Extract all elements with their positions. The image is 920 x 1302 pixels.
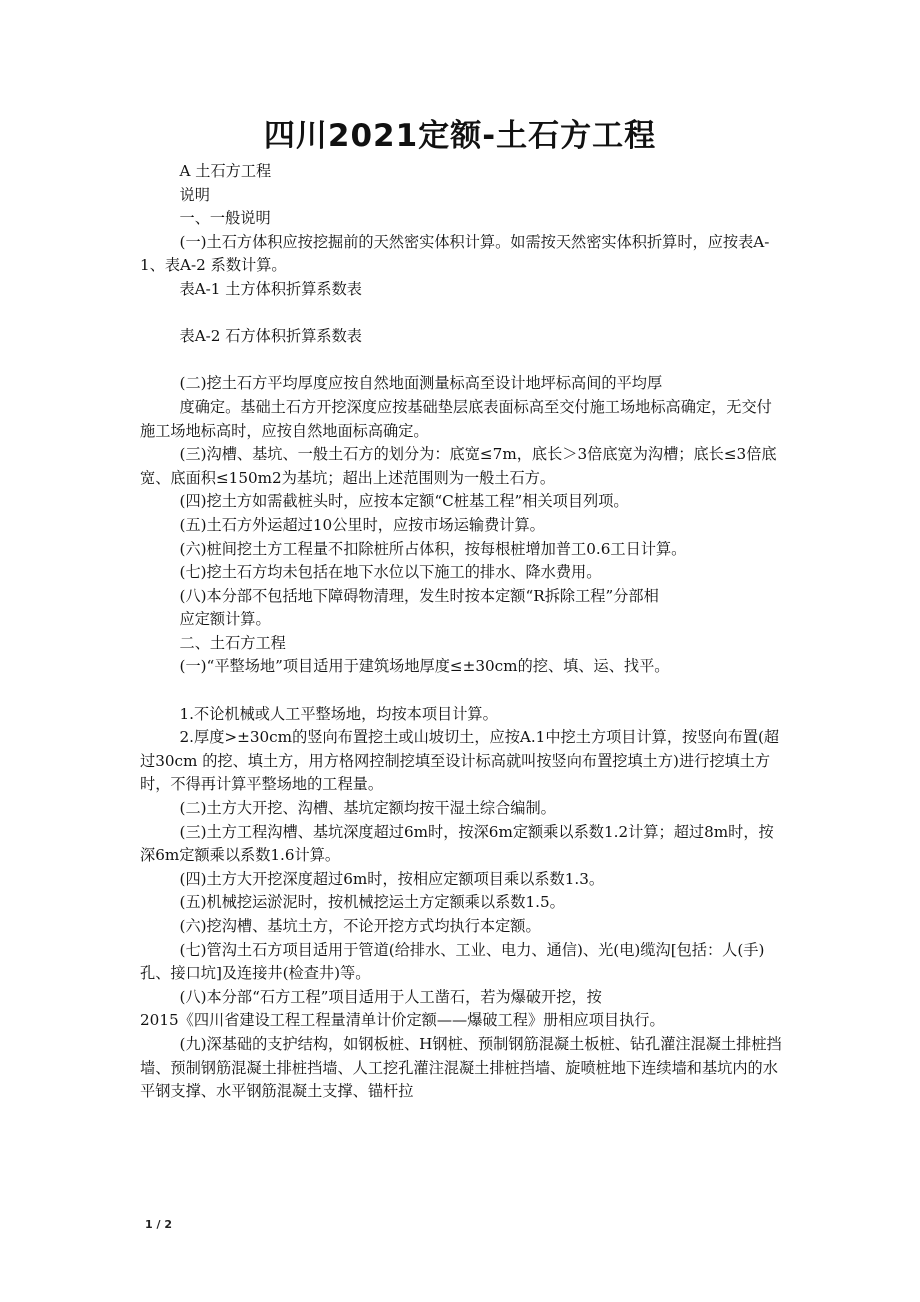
paragraph: (五)土石方外运超过10公里时，应按市场运输费计算。 <box>179 515 545 534</box>
section-heading: 二、土石方工程 <box>179 633 286 652</box>
paragraph: (一)“平整场地”项目适用于建筑场地厚度≤±30cm的挖、填、运、找平。 <box>179 657 670 676</box>
paragraph: (六)桩间挖土方工程量不扣除桩所占体积，按每根桩增加普工0.6工日计算。 <box>179 539 687 558</box>
paragraph: (二)土方大开挖、沟槽、基坑定额均按干湿土综合编制。 <box>179 799 556 818</box>
paragraph: (六)挖沟槽、基坑土方，不论开挖方式均执行本定额。 <box>179 917 541 935</box>
paragraph: (九)深基础的支护结构，如钢板桩、H钢桩、预制钢筋混凝土板桩、钻孔灌注混凝土排桩挡墙、预制钢筋混凝土排桩挡墙、人工挖孔灌注混凝土排桩挡墙、旋喷桩地下连续墙和基坑内的水平钢支撑、水平钢筋混凝土支撑、锚杆拉 <box>140 1034 782 1101</box>
paragraph: (一)土石方体积应按挖掘前的天然密实体积计算。如需按天然密实体积折算时，应按表A-1、表A-2 系数计算。 <box>140 232 770 275</box>
paragraph: (四)挖土方如需截桩头时，应按本定额“C桩基工程”相关项目列项。 <box>179 492 629 511</box>
table-caption: 表A-2 石方体积折算系数表 <box>179 327 362 346</box>
paragraph: (四)土方大开挖深度超过6m时，按相应定额项目乘以系数1.3。 <box>179 869 605 888</box>
paragraph: (二)挖土石方平均厚度应按自然地面测量标高至设计地坪标高间的平均厚 <box>179 374 663 393</box>
paragraph: (七)挖土石方均未包括在地下水位以下施工的排水、降水费用。 <box>179 563 602 582</box>
paragraph: (八)本分部不包括地下障碍物清理，发生时按本定额“R拆除工程”分部相 <box>179 586 659 605</box>
paragraph: (五)机械挖运淤泥时，按机械挖运土方定额乘以系数1.5。 <box>179 893 565 912</box>
table-caption: 表A-1 土方体积折算系数表 <box>179 279 362 298</box>
paragraph: (三)土方工程沟槽、基坑深度超过6m时，按深6m定额乘以系数1.2计算；超过8m时，按深6m定额乘以系数1.6计算。 <box>140 822 774 865</box>
paragraph: 应定额计算。 <box>179 610 271 629</box>
paragraph: (八)本分部“石方工程”项目适用于人工凿石，若为爆破开挖，按 <box>179 987 602 1006</box>
blank-line <box>140 679 785 703</box>
blank-line <box>140 349 785 373</box>
document-body <box>140 160 785 1104</box>
paragraph: 2.厚度>±30cm的竖向布置挖土或山坡切土，应按A.1中挖土方项目计算，按竖向布置(超过30cm 的挖、填土方，用方格网控制挖填至设计标高就叫按竖向布置挖填土方)进行挖填土方时，不得再计算平整场地的工程量。 <box>140 728 780 794</box>
paragraph: 1.不论机械或人工平整场地，均按本项目计算。 <box>179 704 498 723</box>
page-indicator: 1 / 2 <box>145 1218 172 1231</box>
section-heading: A 土石方工程 <box>179 162 272 180</box>
paragraph: (七)管沟土石方项目适用于管道(给排水、工业、电力、通信)、光(电)缆沟[包括：人(手)孔、接口坑]及连接井(检查井)等。 <box>140 940 765 983</box>
page-title: 四川2021定额-土石方工程 <box>263 118 657 154</box>
section-subheading: 说明 <box>179 185 210 204</box>
paragraph: 度确定。基础土石方开挖深度应按基础垫层底表面标高至交付施工场地标高确定，无交付施工场地标高时，应按自然地面标高确定。 <box>140 397 772 440</box>
section-heading: 一、一般说明 <box>179 209 271 228</box>
paragraph: (三)沟槽、基坑、一般土石方的划分为：底宽≤7m，底长＞3倍底宽为沟槽；底长≤3倍底宽、底面积≤150m2为基坑；超出上述范围则为一般土石方。 <box>140 445 777 487</box>
blank-line <box>140 302 785 326</box>
paragraph: 2015《四川省建设工程工程量清单计价定额——爆破工程》册相应项目执行。 <box>140 1011 665 1030</box>
